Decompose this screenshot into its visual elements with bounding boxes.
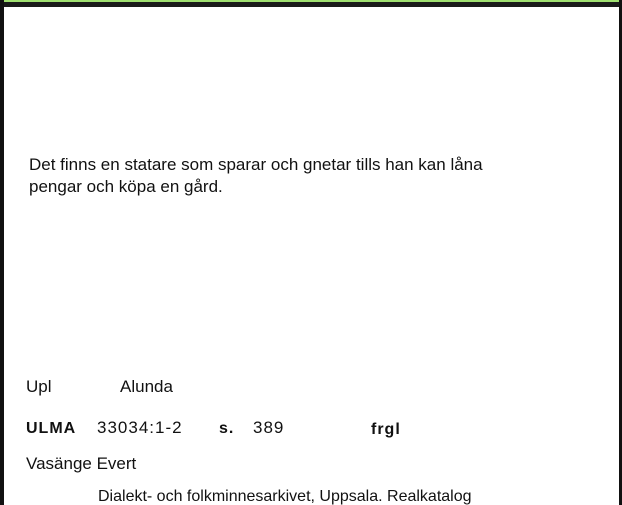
archive-footer: Dialekt- och folkminnesarkivet, Uppsala. Realkatalog [98,488,472,505]
page-number: 389 [253,418,285,437]
parish: Alunda [120,377,173,396]
card-left-border [0,0,4,505]
card-body-text [29,154,589,198]
province: Upl [26,377,52,396]
category-code: frgl [371,421,401,438]
record-number: 33034:1-2 [97,418,183,437]
body-text-line-2: pengar och köpa en gård. [29,177,223,196]
body-text-line-1: Det finns en statare som sparar och gnetar tills han kan låna [29,155,483,174]
archive-code: ULMA [26,420,77,437]
informant-name: Vasänge Evert [26,454,137,473]
page-label: s. [219,420,235,437]
card-top-accent [0,0,622,2]
